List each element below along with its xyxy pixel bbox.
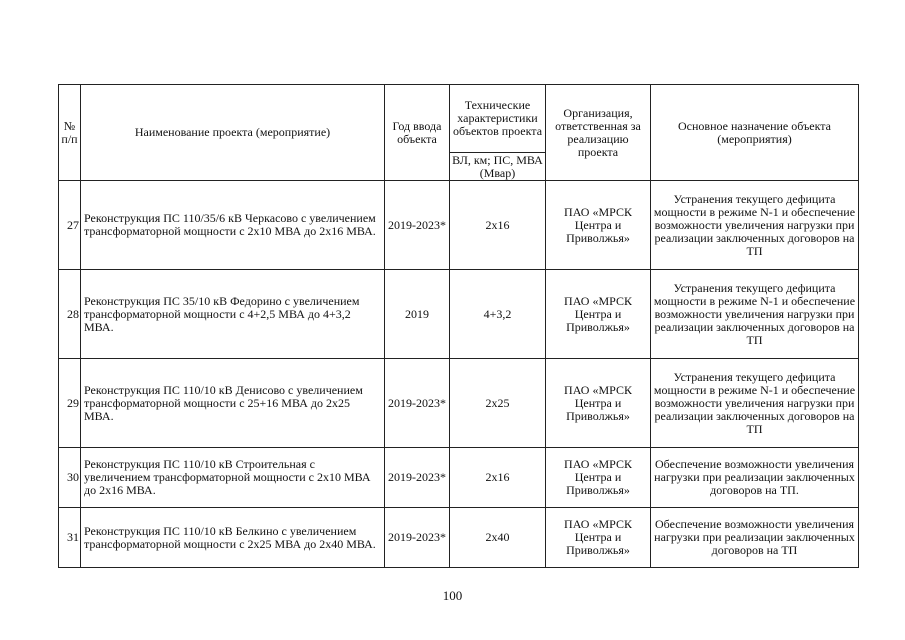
table-row [59, 270, 859, 359]
row-name: Реконструкция ПС 35/10 кВ Федорино с увеличением трансформаторной мощности с 4+2,5 МВА до 4+3,2 МВА. [81, 270, 385, 359]
row-num: 30 [59, 448, 81, 508]
row-num: 29 [59, 359, 81, 448]
table-row [59, 181, 859, 270]
row-name: Реконструкция ПС 110/10 кВ Белкино с увеличением трансформаторной мощности с 2х25 МВА до 2х40 МВА. [81, 508, 385, 568]
row-purpose: Устранения текущего дефицита мощности в режиме N-1 и обеспечение возможности увеличения нагрузки при реализации заключенных договоров на ТП [651, 270, 859, 359]
row-name: Реконструкция ПС 110/10 кВ Строительная с увеличением трансформаторной мощности с 2х10 МВА до 2х16 МВА. [81, 448, 385, 508]
row-num: 28 [59, 270, 81, 359]
row-name: Реконструкция ПС 110/35/6 кВ Черкасово с увеличением трансформаторной мощности с 2х10 МВА до 2х16 МВА. [81, 181, 385, 270]
row-year: 2019-2023* [385, 448, 450, 508]
header-num: № п/п [59, 85, 81, 181]
row-tech: 2х16 [450, 448, 546, 508]
row-org: ПАО «МРСК Центра и Приволжья» [546, 448, 651, 508]
page-number: 100 [442, 588, 463, 603]
row-purpose: Устранения текущего дефицита мощности в режиме N-1 и обеспечение возможности увеличения нагрузки при реализации заключенных договоров на ТП [651, 359, 859, 448]
row-year: 2019-2023* [385, 181, 450, 270]
projects-table [58, 84, 859, 568]
row-org: ПАО «МРСК Центра и Приволжья» [546, 270, 651, 359]
row-tech: 2х16 [450, 181, 546, 270]
row-tech: 2х25 [450, 359, 546, 448]
header-name: Наименование проекта (мероприятие) [81, 85, 385, 181]
table-row [59, 359, 859, 448]
row-org: ПАО «МРСК Центра и Приволжья» [546, 508, 651, 568]
table-row [59, 508, 859, 568]
row-num: 31 [59, 508, 81, 568]
row-year: 2019-2023* [385, 508, 450, 568]
row-year: 2019-2023* [385, 359, 450, 448]
header-year: Год ввода объекта [385, 85, 450, 181]
header-org: Организация, ответственная за реализацию проекта [546, 85, 651, 181]
row-year: 2019 [385, 270, 450, 359]
row-purpose: Обеспечение возможности увеличения нагрузки при реализации заключенных договоров на ТП. [651, 448, 859, 508]
table-header-row [59, 85, 859, 153]
header-purpose: Основное назначение объекта (мероприятия) [651, 85, 859, 181]
row-org: ПАО «МРСК Центра и Приволжья» [546, 359, 651, 448]
row-purpose: Обеспечение возможности увеличения нагрузки при реализации заключенных договоров на ТП [651, 508, 859, 568]
header-tech: Технические характеристики объектов проекта [450, 85, 546, 153]
row-tech: 4+3,2 [450, 270, 546, 359]
table-row [59, 448, 859, 508]
row-num: 27 [59, 181, 81, 270]
row-name: Реконструкция ПС 110/10 кВ Денисово с увеличением трансформаторной мощности с 25+16 МВА до 2х25 МВА. [81, 359, 385, 448]
row-org: ПАО «МРСК Центра и Приволжья» [546, 181, 651, 270]
row-purpose: Устранения текущего дефицита мощности в режиме N-1 и обеспечение возможности увеличения нагрузки при реализации заключенных договоров на ТП [651, 181, 859, 270]
row-tech: 2х40 [450, 508, 546, 568]
header-tech-units: ВЛ, км; ПС, МВА (Мвар) [450, 153, 546, 181]
